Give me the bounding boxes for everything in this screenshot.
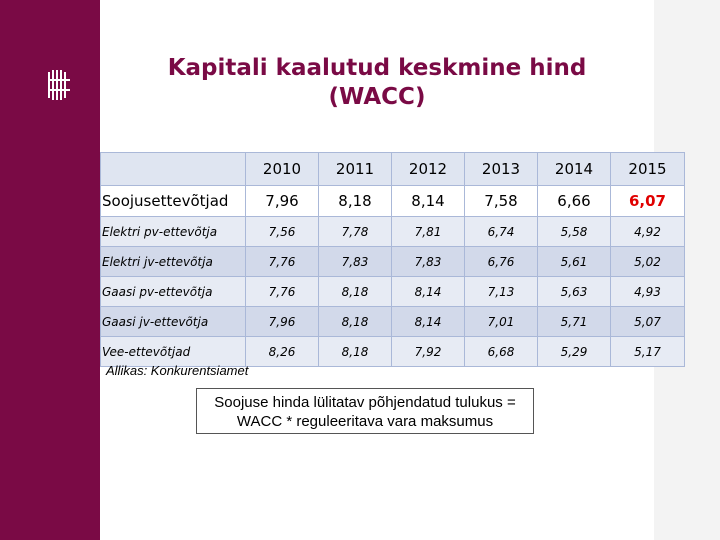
table-cell: 5,02 <box>611 247 685 277</box>
table-cell: 5,07 <box>611 307 685 337</box>
row-label: Vee-ettevõtjad <box>101 337 246 367</box>
table-cell: 6,68 <box>465 337 538 367</box>
table-cell: 7,83 <box>392 247 465 277</box>
table-cell: 7,83 <box>319 247 392 277</box>
table-cell: 7,56 <box>246 217 319 247</box>
header-year: 2013 <box>465 153 538 186</box>
table-cell: 7,01 <box>465 307 538 337</box>
table-cell: 6,66 <box>538 186 611 217</box>
header-year: 2015 <box>611 153 685 186</box>
table-cell: 8,18 <box>319 186 392 217</box>
table-cell: 8,26 <box>246 337 319 367</box>
row-label: Soojusettevõtjad <box>101 186 246 217</box>
table-row <box>101 247 685 277</box>
table-cell: 8,14 <box>392 186 465 217</box>
table-cell: 7,76 <box>246 247 319 277</box>
row-label: Elektri pv-ettevõtja <box>101 217 246 247</box>
table-cell: 4,93 <box>611 277 685 307</box>
row-label: Elektri jv-ettevõtja <box>101 247 246 277</box>
table-header-row <box>101 153 685 186</box>
page-title <box>100 54 654 112</box>
table-cell: 8,18 <box>319 337 392 367</box>
row-label: Gaasi jv-ettevõtja <box>101 307 246 337</box>
table-cell: 7,96 <box>246 307 319 337</box>
header-year: 2010 <box>246 153 319 186</box>
header-blank-cell <box>101 153 246 186</box>
table-cell: 5,29 <box>538 337 611 367</box>
highlighted-cell: 6,07 <box>611 186 685 217</box>
logo-icon <box>48 70 70 100</box>
formula-line-2: WACC * reguleeritava vara maksumus <box>236 413 494 430</box>
table-cell: 7,76 <box>246 277 319 307</box>
title-line-2: (WACC) <box>328 84 426 110</box>
table-row <box>101 337 685 367</box>
header-year: 2012 <box>392 153 465 186</box>
table-row <box>101 186 685 217</box>
formula-line-1: Soojuse hinda lülitatav põhjendatud tulukus = <box>214 394 516 411</box>
table-cell: 4,92 <box>611 217 685 247</box>
table-cell: 8,18 <box>319 277 392 307</box>
header-year: 2014 <box>538 153 611 186</box>
wacc-table <box>100 152 685 367</box>
table-cell: 7,58 <box>465 186 538 217</box>
table-row <box>101 307 685 337</box>
table-cell: 6,74 <box>465 217 538 247</box>
table-cell: 7,13 <box>465 277 538 307</box>
table-cell: 8,18 <box>319 307 392 337</box>
table-cell: 5,71 <box>538 307 611 337</box>
table-cell: 8,14 <box>392 277 465 307</box>
table-row <box>101 217 685 247</box>
table-row <box>101 277 685 307</box>
table-cell: 7,92 <box>392 337 465 367</box>
table-cell: 7,81 <box>392 217 465 247</box>
table-cell: 5,58 <box>538 217 611 247</box>
table-cell: 5,17 <box>611 337 685 367</box>
formula-box <box>196 388 534 434</box>
table-cell: 5,61 <box>538 247 611 277</box>
row-label: Gaasi pv-ettevõtja <box>101 277 246 307</box>
table-cell: 7,96 <box>246 186 319 217</box>
table-cell: 8,14 <box>392 307 465 337</box>
source-note: Allikas: Konkurentsiamet <box>106 363 249 378</box>
table-cell: 6,76 <box>465 247 538 277</box>
table-cell: 7,78 <box>319 217 392 247</box>
table-cell: 5,63 <box>538 277 611 307</box>
header-year: 2011 <box>319 153 392 186</box>
title-line-1: Kapitali kaalutud keskmine hind <box>167 55 587 81</box>
